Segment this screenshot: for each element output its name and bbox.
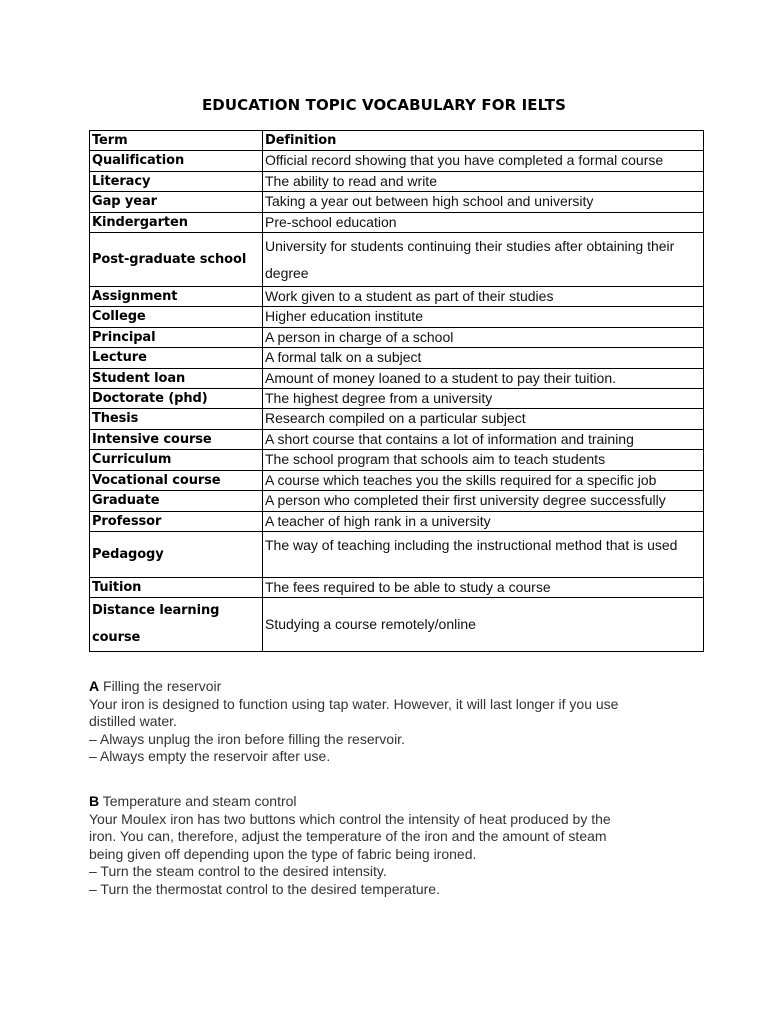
term-cell: Professor — [90, 511, 263, 531]
section-b — [89, 793, 689, 899]
table-row — [90, 429, 704, 449]
table-row — [90, 287, 704, 307]
term-cell: Post-graduate school — [90, 233, 263, 287]
term-cell: Doctorate (phd) — [90, 389, 263, 409]
term-cell: Distance learning course — [90, 598, 263, 652]
section-letter: B — [89, 793, 100, 809]
table-row — [90, 348, 704, 368]
term-cell: Assignment — [90, 287, 263, 307]
table-row — [90, 212, 704, 232]
section-line: – Always empty the reservoir after use. — [89, 748, 331, 765]
section-line: – Turn the thermostat control to the desired temperature. — [89, 880, 440, 897]
section-a — [89, 678, 689, 766]
term-cell: Thesis — [90, 409, 263, 429]
table-row — [90, 511, 704, 531]
section-line: being given off depending upon the type of fabric being ironed. — [89, 845, 477, 862]
definition-cell: A person in charge of a school — [263, 327, 704, 347]
section-line: distilled water. — [89, 713, 177, 730]
section-line: – Turn the steam control to the desired intensity. — [89, 863, 387, 880]
term-cell: Intensive course — [90, 429, 263, 449]
table-row — [90, 307, 704, 327]
term-cell: Tuition — [90, 577, 263, 597]
table-row — [90, 368, 704, 388]
page-title: EDUCATION TOPIC VOCABULARY FOR IELTS — [201, 96, 567, 114]
term-cell: College — [90, 307, 263, 327]
definition-cell: Amount of money loaned to a student to pay their tuition. — [263, 368, 704, 388]
header-definition: Definition — [263, 131, 704, 151]
definition-cell: The way of teaching including the instructional method that is used — [263, 531, 704, 577]
section-line: Your iron is designed to function using tap water. However, it will last longer if you use — [89, 695, 619, 712]
definition-cell: A teacher of high rank in a university — [263, 511, 704, 531]
section-heading — [89, 793, 689, 811]
section-heading-text: Filling the reservoir — [103, 678, 222, 694]
table-row — [90, 598, 704, 652]
section-line: iron. You can, therefore, adjust the temperature of the iron and the amount of steam — [89, 828, 607, 845]
term-cell: Graduate — [90, 491, 263, 511]
definition-cell: Work given to a student as part of their studies — [263, 287, 704, 307]
definition-cell: A formal talk on a subject — [263, 348, 704, 368]
table-row — [90, 491, 704, 511]
definition-cell: A short course that contains a lot of information and training — [263, 429, 704, 449]
term-cell: Vocational course — [90, 470, 263, 490]
definition-cell: Higher education institute — [263, 307, 704, 327]
section-line: Your Moulex iron has two buttons which control the intensity of heat produced by the — [89, 810, 611, 827]
table-row — [90, 531, 704, 577]
table-row — [90, 409, 704, 429]
definition-cell: The highest degree from a university — [263, 389, 704, 409]
vocabulary-table — [89, 130, 704, 652]
table-row — [90, 389, 704, 409]
definition-cell: A course which teaches you the skills required for a specific job — [263, 470, 704, 490]
section-letter: A — [89, 678, 100, 694]
definition-cell: The ability to read and write — [263, 171, 704, 191]
section-line: – Always unplug the iron before filling the reservoir. — [89, 730, 405, 747]
term-cell: Literacy — [90, 171, 263, 191]
table-row — [90, 327, 704, 347]
definition-cell: Official record showing that you have completed a formal course — [263, 151, 704, 171]
term-cell: Qualification — [90, 151, 263, 171]
term-cell: Principal — [90, 327, 263, 347]
definition-cell: Research compiled on a particular subject — [263, 409, 704, 429]
table-row — [90, 233, 704, 287]
definition-cell: A person who completed their first university degree successfully — [263, 491, 704, 511]
table-row — [90, 577, 704, 597]
definition-cell: University for students continuing their studies after obtaining their degree — [263, 233, 704, 287]
section-heading — [89, 678, 689, 696]
term-cell: Kindergarten — [90, 212, 263, 232]
section-heading-text: Temperature and steam control — [102, 793, 297, 809]
term-cell: Student loan — [90, 368, 263, 388]
definition-cell: Studying a course remotely/online — [263, 598, 704, 652]
table-row — [90, 151, 704, 171]
table-row — [90, 450, 704, 470]
table-header-row — [90, 131, 704, 151]
definition-cell: Taking a year out between high school and university — [263, 192, 704, 212]
definition-cell: The school program that schools aim to teach students — [263, 450, 704, 470]
table-row — [90, 171, 704, 191]
header-term: Term — [90, 131, 263, 151]
definition-cell: Pre-school education — [263, 212, 704, 232]
term-cell: Curriculum — [90, 450, 263, 470]
term-cell: Lecture — [90, 348, 263, 368]
table-row — [90, 470, 704, 490]
term-cell: Pedagogy — [90, 531, 263, 577]
definition-cell: The fees required to be able to study a course — [263, 577, 704, 597]
term-cell: Gap year — [90, 192, 263, 212]
table-row — [90, 192, 704, 212]
